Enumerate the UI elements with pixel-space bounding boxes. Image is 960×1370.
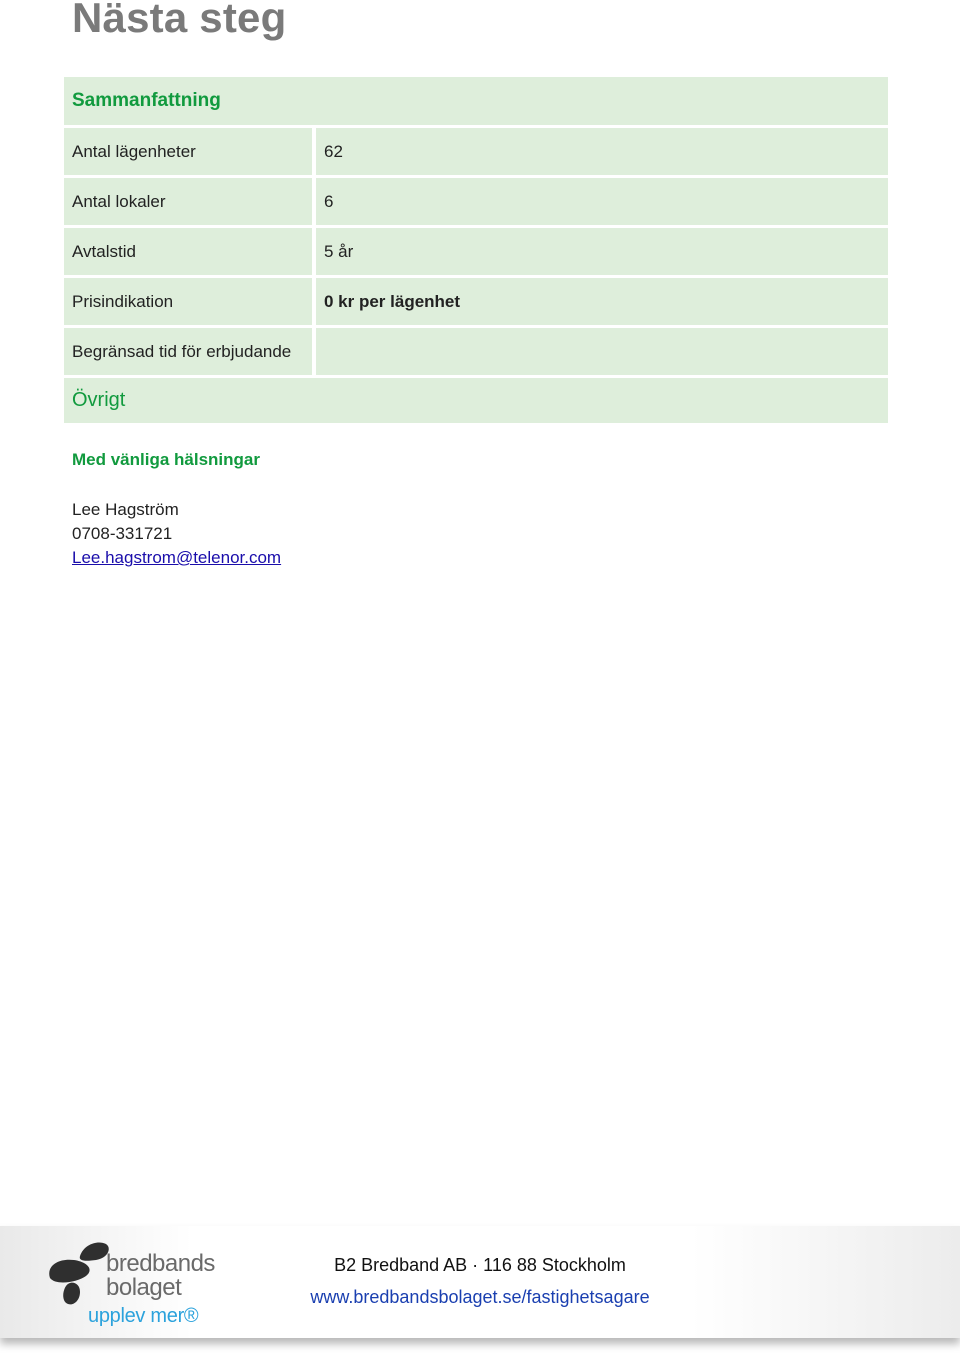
logo-text-line2: bolaget [106,1274,182,1301]
other-heading: Övrigt [64,378,888,423]
summary-row-premises [64,178,888,225]
contact-block [72,498,281,570]
row-label: Prisindikation [64,278,312,325]
row-value: 62 [316,128,888,175]
row-value [316,328,888,375]
summary-heading: Sammanfattning [64,77,888,125]
logo-text-line1: bredbands [106,1250,215,1277]
row-label: Begränsad tid för erbjudande [64,328,312,375]
row-value: 5 år [316,228,888,275]
row-label: Avtalstid [64,228,312,275]
contact-phone: 0708-331721 [72,524,173,543]
footer-website[interactable]: www.bredbandsbolaget.se/fastighetsagare [310,1287,650,1307]
contact-name: Lee Hagström [72,500,179,519]
row-label: Antal lägenheter [64,128,312,175]
footer-company-address: B2 Bredband AB · 116 88 Stockholm [334,1255,626,1275]
summary-row-apartments [64,128,888,175]
summary-row-contract-term [64,228,888,275]
summary-row-limited-offer [64,328,888,375]
row-value: 6 [316,178,888,225]
footer [0,1226,960,1338]
page-title: Nästa steg [72,0,287,41]
summary-row-price [64,278,888,325]
summary-table [64,77,888,423]
logo-tagline: upplev mer® [88,1305,199,1327]
contact-email-link[interactable]: Lee.hagstrom@telenor.com [72,548,282,567]
row-label: Antal lokaler [64,178,312,225]
row-value: 0 kr per lägenhet [316,278,888,325]
closing-greeting: Med vänliga hälsningar [72,450,260,469]
company-logo [44,1240,244,1330]
